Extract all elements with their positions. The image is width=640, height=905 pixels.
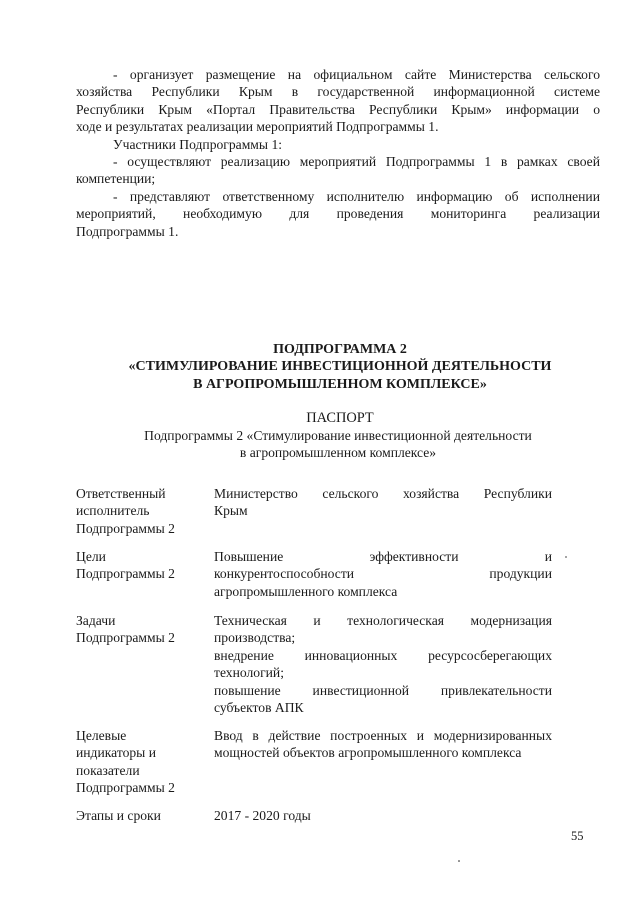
value-line: 2017 - 2020 годы bbox=[214, 808, 311, 823]
value-line: производства; bbox=[214, 630, 296, 646]
text-line: Участники Подпрограммы 1: bbox=[113, 136, 283, 152]
label-line: Подпрограммы 2 bbox=[76, 630, 175, 646]
value-line: конкурентоспособности продукции bbox=[214, 566, 552, 582]
paragraph-implement bbox=[76, 153, 600, 170]
value-line: технологий; bbox=[214, 665, 284, 681]
value-line: повышение инвестиционной привлекательности bbox=[214, 682, 552, 698]
value-line: внедрение инновационных ресурсосберегающих bbox=[214, 647, 552, 663]
label-line: исполнитель bbox=[76, 503, 150, 519]
row-value bbox=[214, 807, 552, 824]
row-value bbox=[214, 485, 552, 520]
row-label bbox=[76, 727, 206, 797]
value-line: мощностей объектов агропромышленного комплекса bbox=[214, 745, 522, 761]
row-value bbox=[214, 612, 552, 716]
text-line-wrap bbox=[76, 101, 600, 118]
row-value bbox=[214, 548, 552, 600]
text-line-wrap bbox=[76, 170, 600, 187]
label-line: Подпрограммы 2 bbox=[76, 566, 175, 582]
label-line: Целевые bbox=[76, 728, 127, 743]
page-number: 55 bbox=[571, 829, 584, 843]
scan-speck bbox=[565, 556, 567, 558]
text-line: мероприятий, необходимую для проведения мониторинга реализации bbox=[76, 206, 600, 222]
text-line: - осуществляют реализацию мероприятий Подпрограммы 1 в рамках своей bbox=[113, 154, 600, 170]
label-line: Ответственный bbox=[76, 486, 166, 501]
passport-title: ПАСПОРТ bbox=[306, 410, 374, 426]
paragraph-report bbox=[76, 188, 600, 205]
heading-line: В АГРОПРОМЫШЛЕННОМ КОМПЛЕКСЕ» bbox=[193, 376, 487, 392]
text-line: - организует размещение на официальном сайте Министерства сельского bbox=[113, 67, 600, 82]
row-label bbox=[76, 485, 206, 537]
paragraph-participants bbox=[76, 136, 600, 153]
text-line: хозяйства Республики Крым в государственной информационной системе bbox=[76, 84, 600, 100]
label-line: Подпрограммы 2 bbox=[76, 520, 175, 536]
text-line-wrap bbox=[76, 83, 600, 100]
label-line: Цели bbox=[76, 549, 106, 564]
text-line-wrap bbox=[76, 205, 600, 222]
subtitle-line: в агропромышленном комплексе» bbox=[239, 445, 437, 461]
scan-speck bbox=[458, 860, 460, 862]
label-line: индикаторы и bbox=[76, 745, 156, 761]
paragraph-portal bbox=[76, 66, 600, 83]
heading-line: ПОДПРОГРАММА 2 bbox=[273, 342, 407, 357]
value-line: агропромышленного комплекса bbox=[214, 583, 398, 599]
passport-subtitle bbox=[76, 427, 600, 462]
value-line: Техническая и технологическая модернизация bbox=[214, 613, 552, 628]
label-line: Этапы и сроки bbox=[76, 808, 161, 823]
row-label bbox=[76, 548, 206, 583]
text-line: Подпрограммы 1. bbox=[76, 223, 179, 239]
text-line-wrap bbox=[76, 223, 600, 240]
text-line: - представляют ответственному исполнителю информацию об исполнении bbox=[113, 188, 600, 204]
label-line: показатели bbox=[76, 762, 140, 778]
text-line: Республики Крым «Портал Правительства Республики Крым» информации о bbox=[76, 101, 600, 117]
value-line: Ввод в действие построенных и модернизированных bbox=[214, 728, 552, 743]
row-value bbox=[214, 727, 552, 762]
subprogram-heading bbox=[60, 341, 620, 393]
value-line: Крым bbox=[214, 503, 248, 519]
label-line: Задачи bbox=[76, 613, 116, 628]
value-line: Повышение эффективности и bbox=[214, 549, 552, 564]
value-line: Министерство сельского хозяйства Республики bbox=[214, 486, 552, 501]
subtitle-line: Подпрограммы 2 «Стимулирование инвестиционной деятельности bbox=[144, 428, 532, 443]
text-line: ходе и результатах реализации мероприятий Подпрограммы 1. bbox=[76, 119, 439, 135]
text-line-wrap bbox=[76, 118, 600, 135]
row-label bbox=[76, 807, 206, 824]
label-line: Подпрограммы 2 bbox=[76, 780, 175, 796]
row-label bbox=[76, 612, 206, 647]
value-line: субъектов АПК bbox=[214, 700, 304, 716]
heading-line: «СТИМУЛИРОВАНИЕ ИНВЕСТИЦИОННОЙ ДЕЯТЕЛЬНОСТИ bbox=[128, 359, 552, 375]
text-line: компетенции; bbox=[76, 171, 156, 187]
intro-text bbox=[76, 66, 600, 240]
